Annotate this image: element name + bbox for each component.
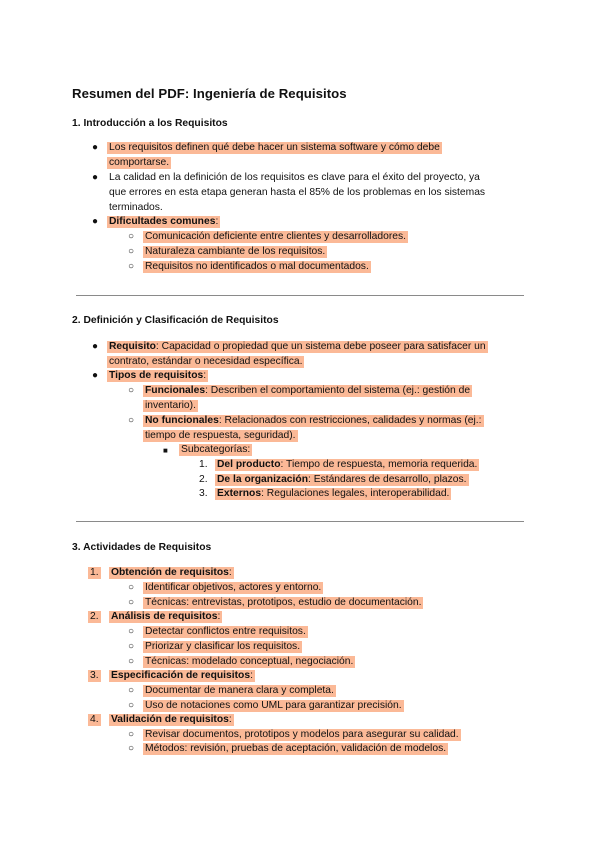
sub-list-item: Revisar documentos, prototipos y modelos para asegurar su calidad. <box>145 729 459 740</box>
sub-sub-list-item: Subcategorías: <box>181 444 251 455</box>
numbered-item: Obtención de requisitos: <box>111 567 232 578</box>
numbered-item: Del producto: Tiempo de respuesta, memoria requerida. <box>217 459 478 470</box>
numbered-item: Validación de requisitos: <box>111 714 232 725</box>
bullet-circle-icon: ○ <box>128 743 135 754</box>
list-item: Requisito: Capacidad o propiedad que un sistema debe poseer para satisfacer un <box>109 341 486 352</box>
sub-list-item: Requisitos no identificados o mal documentados. <box>145 261 369 272</box>
list-number: 2. <box>90 611 99 622</box>
sub-list-item: Funcionales: Describen el comportamiento del sistema (ej.: gestión de <box>145 385 471 396</box>
list-number: 1. <box>199 459 208 470</box>
sub-list-item: Métodos: revisión, pruebas de aceptación, validación de modelos. <box>145 743 447 754</box>
list-item: Los requisitos definen qué debe hacer un sistema software y cómo debe <box>109 142 440 153</box>
bullet-dot-icon: ● <box>92 142 99 153</box>
section-1-title: 1. Introducción a los Requisitos <box>72 118 228 129</box>
bullet-dot-icon: ● <box>92 370 99 381</box>
sub-list-item: Detectar conflictos entre requisitos. <box>145 626 306 637</box>
list-item: Tipos de requisitos: <box>109 370 207 381</box>
section-divider <box>76 521 524 522</box>
sub-list-item: Identificar objetivos, actores y entorno. <box>145 582 322 593</box>
bullet-circle-icon: ○ <box>128 641 135 652</box>
bullet-circle-icon: ○ <box>128 246 135 257</box>
document-title: Resumen del PDF: Ingeniería de Requisitos <box>72 86 347 101</box>
list-number: 2. <box>199 474 208 485</box>
bullet-square-icon: ■ <box>163 446 168 455</box>
bullet-circle-icon: ○ <box>128 415 135 426</box>
bullet-circle-icon: ○ <box>128 729 135 740</box>
sub-list-item: Comunicación deficiente entre clientes y desarrolladores. <box>145 231 406 242</box>
bullet-circle-icon: ○ <box>128 626 135 637</box>
section-2-title: 2. Definición y Clasificación de Requisitos <box>72 315 279 326</box>
list-number: 4. <box>90 714 99 725</box>
sub-list-item: Naturaleza cambiante de los requisitos. <box>145 246 326 257</box>
section-3-title: 3. Actividades de Requisitos <box>72 542 212 553</box>
list-number: 3. <box>199 488 208 499</box>
sub-list-item-continuation: inventario). <box>145 400 196 411</box>
sub-list-item: Documentar de manera clara y completa. <box>145 685 334 696</box>
bullet-circle-icon: ○ <box>128 597 135 608</box>
bullet-circle-icon: ○ <box>128 385 135 396</box>
sub-list-item: Priorizar y clasificar los requisitos. <box>145 641 301 652</box>
section-divider <box>76 295 524 296</box>
numbered-item: De la organización: Estándares de desarrollo, plazos. <box>217 474 467 485</box>
numbered-item: Análisis de requisitos: <box>111 611 221 622</box>
bullet-circle-icon: ○ <box>128 261 135 272</box>
bullet-circle-icon: ○ <box>128 231 135 242</box>
numbered-item: Especificación de requisitos: <box>111 670 253 681</box>
list-item-continuation: contrato, estándar o necesidad específica. <box>109 356 303 367</box>
bullet-dot-icon: ● <box>92 172 99 183</box>
bullet-circle-icon: ○ <box>128 656 135 667</box>
list-number: 3. <box>90 670 99 681</box>
list-number: 1. <box>90 567 99 578</box>
list-item: La calidad en la definición de los requisitos es clave para el éxito del proyecto, ya <box>109 172 480 183</box>
bullet-circle-icon: ○ <box>128 700 135 711</box>
sub-list-item: No funcionales: Relacionados con restricciones, calidades y normas (ej.: <box>145 415 482 426</box>
bullet-dot-icon: ● <box>92 341 99 352</box>
bullet-circle-icon: ○ <box>128 685 135 696</box>
list-item-continuation: comportarse. <box>109 157 170 168</box>
list-item-continuation: terminados. <box>109 202 163 213</box>
sub-list-item-continuation: tiempo de respuesta, seguridad). <box>145 430 296 441</box>
sub-list-item: Uso de notaciones como UML para garantizar precisión. <box>145 700 402 711</box>
bullet-circle-icon: ○ <box>128 582 135 593</box>
bullet-dot-icon: ● <box>92 216 99 227</box>
sub-list-item: Técnicas: modelado conceptual, negociación. <box>145 656 354 667</box>
sub-list-item: Técnicas: entrevistas, prototipos, estudio de documentación. <box>145 597 422 608</box>
list-item: Dificultades comunes: <box>109 216 219 227</box>
list-item-continuation: que errores en esta etapa generan hasta el 85% de los problemas en los sistemas <box>109 187 486 198</box>
numbered-item: Externos: Regulaciones legales, interoperabilidad. <box>217 488 450 499</box>
